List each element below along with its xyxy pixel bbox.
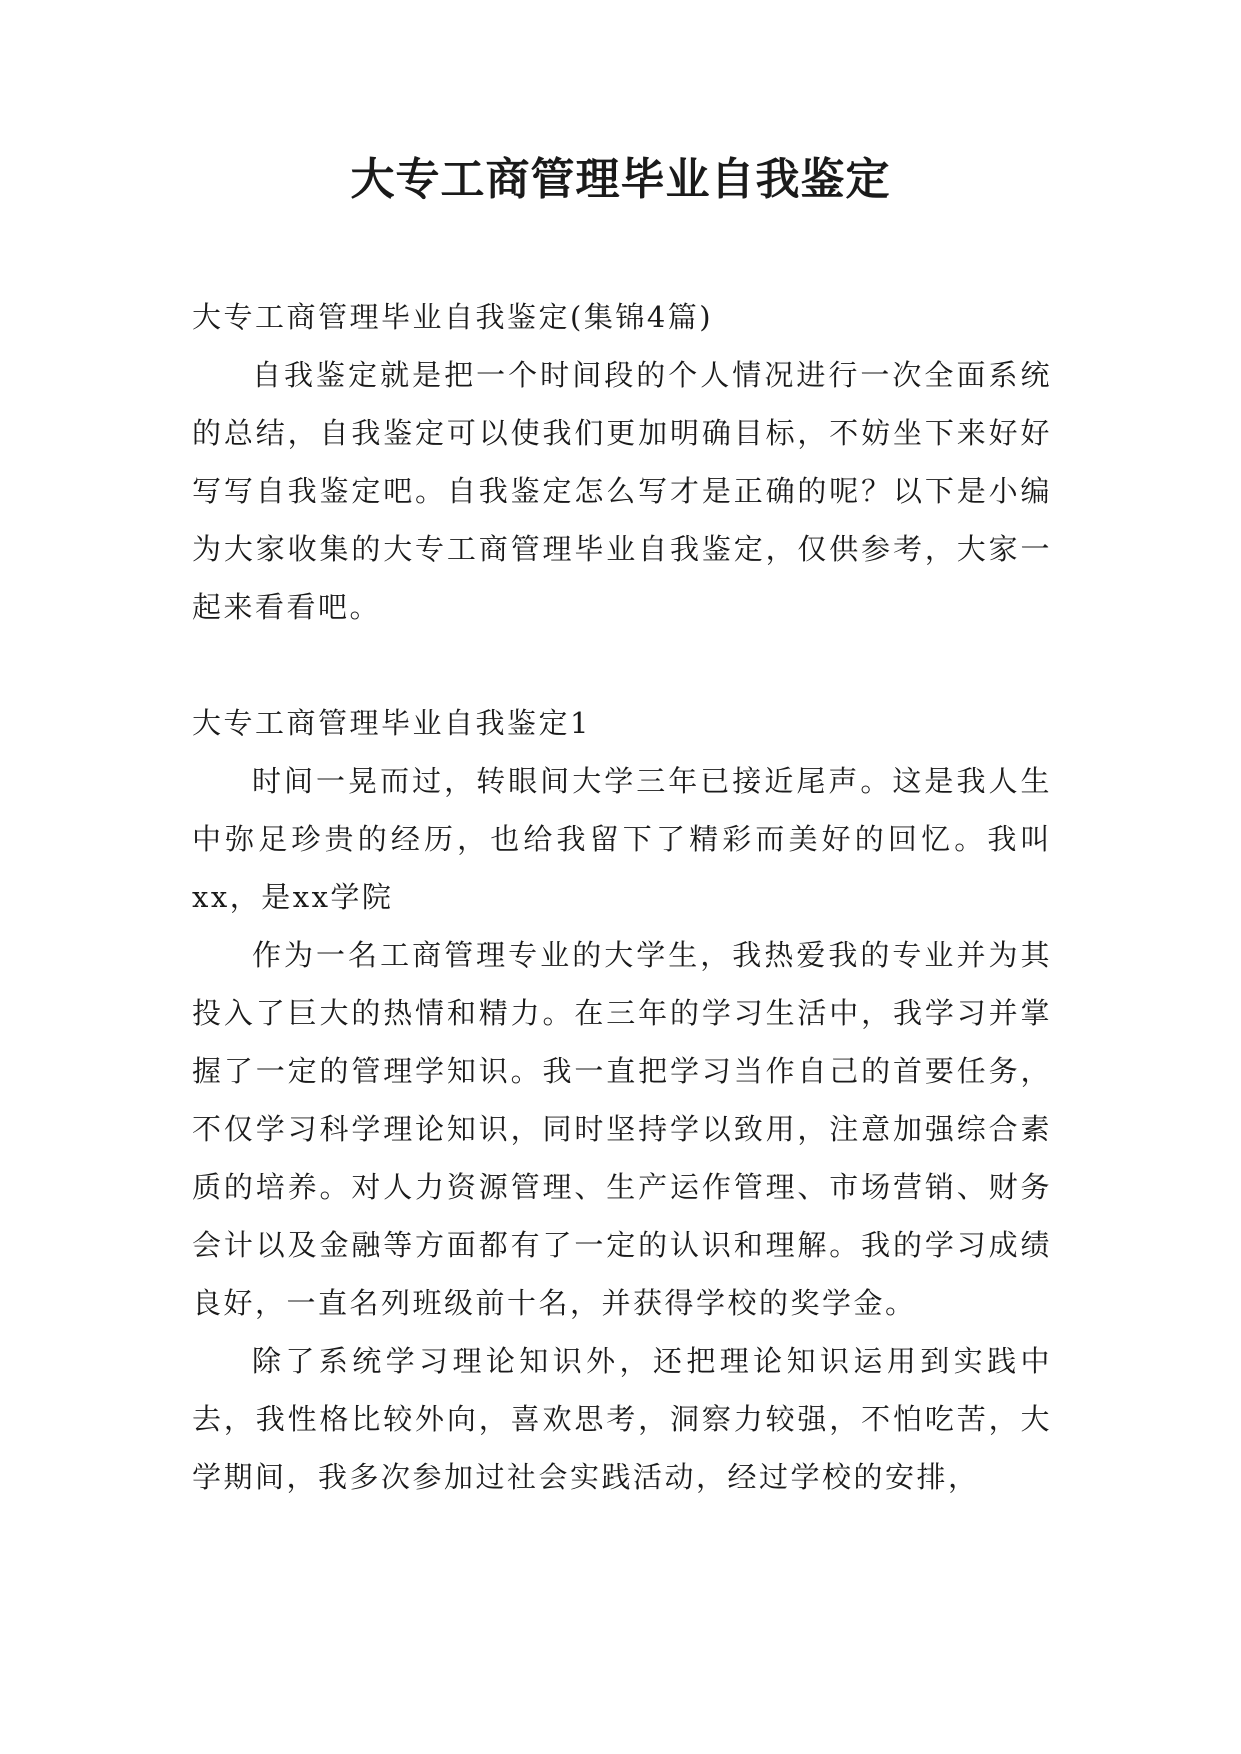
body-paragraph: 时间一晃而过，转眼间大学三年已接近尾声。这是我人生中弥足珍贵的经历，也给我留下了精彩而美好的回忆。我叫xx，是xx学院 bbox=[192, 764, 1052, 914]
document-body bbox=[192, 288, 1052, 1506]
document-title: 大专工商管理毕业自我鉴定 bbox=[350, 154, 891, 205]
section-heading: 大专工商管理毕业自我鉴定1 bbox=[192, 706, 591, 740]
body-paragraph: 作为一名工商管理专业的大学生，我热爱我的专业并为其投入了巨大的热情和精力。在三年的学习生活中，我学习并掌握了一定的管理学知识。我一直把学习当作自己的首要任务，不仅学习科学理论知识，同时坚持学以致用，注意加强综合素质的培养。对人力资源管理、生产运作管理、市场营销、财务会计以及金融等方面都有了一定的认识和理解。我的学习成绩良好，一直名列班级前十名，并获得学校的奖学金。 bbox=[192, 938, 1052, 1320]
document-subtitle: 大专工商管理毕业自我鉴定(集锦4篇) bbox=[192, 300, 714, 334]
section-spacer bbox=[192, 636, 1052, 694]
intro-paragraph: 自我鉴定就是把一个时间段的个人情况进行一次全面系统的总结，自我鉴定可以使我们更加明确目标，不妨坐下来好好写写自我鉴定吧。自我鉴定怎么写才是正确的呢？以下是小编为大家收集的大专工商管理毕业自我鉴定，仅供参考，大家一起来看看吧。 bbox=[192, 358, 1052, 624]
body-paragraph: 除了系统学习理论知识外，还把理论知识运用到实践中去，我性格比较外向，喜欢思考，洞察力较强，不怕吃苦，大学期间，我多次参加过社会实践活动，经过学校的安排， bbox=[192, 1344, 1052, 1494]
